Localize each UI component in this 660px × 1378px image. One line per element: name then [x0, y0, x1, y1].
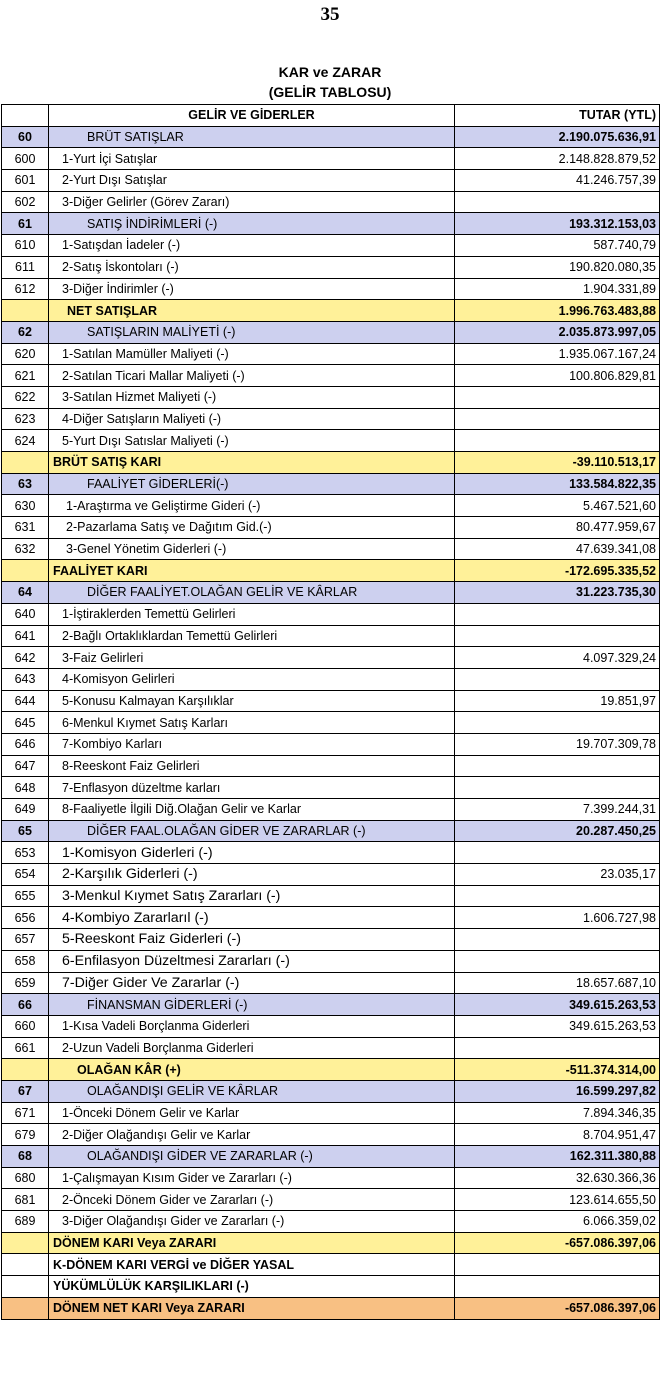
amount-cell: 100.806.829,81 — [455, 365, 660, 387]
table-row — [2, 408, 660, 430]
account-description-cell: 7-Kombiyo Karları — [49, 733, 455, 755]
table-row — [2, 321, 660, 343]
table-row — [2, 755, 660, 777]
amount-cell: 6.066.359,02 — [455, 1211, 660, 1233]
amount-cell: 80.477.959,67 — [455, 517, 660, 539]
account-description-cell: 1-Çalışmayan Kısım Gider ve Zararları (-) — [49, 1167, 455, 1189]
table-row — [2, 864, 660, 886]
account-code-cell: 654 — [2, 864, 49, 886]
table-row — [2, 343, 660, 365]
amount-cell: -657.086.397,06 — [455, 1232, 660, 1254]
account-code-cell: 60 — [2, 126, 49, 148]
amount-cell: 123.614.655,50 — [455, 1189, 660, 1211]
account-description-cell: BRÜT SATIŞLAR — [49, 126, 455, 148]
amount-cell: 1.935.067.167,24 — [455, 343, 660, 365]
amount-cell: 47.639.341,08 — [455, 538, 660, 560]
account-code-cell — [2, 560, 49, 582]
amount-cell — [455, 191, 660, 213]
table-row — [2, 842, 660, 864]
amount-cell: 190.820.080,35 — [455, 256, 660, 278]
header-code-cell — [2, 105, 49, 127]
account-description-cell: 3-Genel Yönetim Giderleri (-) — [49, 538, 455, 560]
table-row — [2, 929, 660, 951]
account-code-cell: 631 — [2, 517, 49, 539]
table-row — [2, 1254, 660, 1276]
account-description-cell: 4-Komisyon Gelirleri — [49, 668, 455, 690]
table-row — [2, 994, 660, 1016]
amount-cell: 23.035,17 — [455, 864, 660, 886]
table-row — [2, 191, 660, 213]
account-code-cell — [2, 1059, 49, 1081]
table-row — [2, 495, 660, 517]
amount-cell — [455, 430, 660, 452]
account-code-cell: 66 — [2, 994, 49, 1016]
table-row — [2, 950, 660, 972]
amount-cell: 193.312.153,03 — [455, 213, 660, 235]
account-description-cell: YÜKÜMLÜLÜK KARŞILIKLARI (-) — [49, 1276, 455, 1298]
account-code-cell: 660 — [2, 1015, 49, 1037]
table-row — [2, 1211, 660, 1233]
amount-cell: 19.851,97 — [455, 690, 660, 712]
account-description-cell: 7-Diğer Gider Ve Zararlar (-) — [49, 972, 455, 994]
account-description-cell: BRÜT SATIŞ KARI — [49, 452, 455, 474]
amount-cell: 1.606.727,98 — [455, 907, 660, 929]
account-code-cell: 611 — [2, 256, 49, 278]
table-row — [2, 1059, 660, 1081]
account-code-cell: 655 — [2, 885, 49, 907]
table-row — [2, 538, 660, 560]
table-row — [2, 560, 660, 582]
amount-cell — [455, 625, 660, 647]
amount-cell: -657.086.397,06 — [455, 1297, 660, 1319]
account-description-cell: OLAĞANDIŞI GİDER VE ZARARLAR (-) — [49, 1146, 455, 1168]
account-description-cell: 4-Kombiyo Zararlarıl (-) — [49, 907, 455, 929]
account-description-cell: 8-Faaliyetle İlgili Diğ.Olağan Gelir ve Karlar — [49, 799, 455, 821]
table-row — [2, 712, 660, 734]
account-description-cell: 5-Reeskont Faiz Giderleri (-) — [49, 929, 455, 951]
amount-cell — [455, 842, 660, 864]
account-description-cell: 1-Komisyon Giderleri (-) — [49, 842, 455, 864]
table-row — [2, 799, 660, 821]
income-statement-table — [1, 104, 660, 1320]
table-row — [2, 365, 660, 387]
account-description-cell: FİNANSMAN GİDERLERİ (-) — [49, 994, 455, 1016]
account-description-cell: DİĞER FAAL.OLAĞAN GİDER VE ZARARLAR (-) — [49, 820, 455, 842]
table-row — [2, 582, 660, 604]
account-description-cell: 1-İştiraklerden Temettü Gelirleri — [49, 603, 455, 625]
amount-cell: 20.287.450,25 — [455, 820, 660, 842]
account-description-cell: DÖNEM NET KARI Veya ZARARI — [49, 1297, 455, 1319]
account-code-cell: 630 — [2, 495, 49, 517]
table-row — [2, 1167, 660, 1189]
account-description-cell: 6-Enfilasyon Düzeltmesi Zararları (-) — [49, 950, 455, 972]
account-description-cell: 2-Satış İskontoları (-) — [49, 256, 455, 278]
table-row — [2, 625, 660, 647]
account-code-cell: 647 — [2, 755, 49, 777]
account-code-cell: 645 — [2, 712, 49, 734]
table-row — [2, 300, 660, 322]
table-row — [2, 1124, 660, 1146]
account-code-cell: 68 — [2, 1146, 49, 1168]
amount-cell — [455, 712, 660, 734]
table-row — [2, 907, 660, 929]
account-code-cell: 661 — [2, 1037, 49, 1059]
account-code-cell — [2, 1297, 49, 1319]
account-description-cell: 2-Uzun Vadeli Borçlanma Giderleri — [49, 1037, 455, 1059]
amount-cell: 16.599.297,82 — [455, 1080, 660, 1102]
table-row — [2, 170, 660, 192]
amount-cell — [455, 885, 660, 907]
table-row — [2, 733, 660, 755]
table-row — [2, 1080, 660, 1102]
table-row — [2, 777, 660, 799]
table-row — [2, 386, 660, 408]
header-amount-cell: TUTAR (YTL) — [455, 105, 660, 127]
account-code-cell: 620 — [2, 343, 49, 365]
account-code-cell: 689 — [2, 1211, 49, 1233]
amount-cell — [455, 950, 660, 972]
amount-cell — [455, 777, 660, 799]
table-row — [2, 452, 660, 474]
amount-cell — [455, 929, 660, 951]
account-description-cell: 3-Satılan Hizmet Maliyeti (-) — [49, 386, 455, 408]
account-code-cell: 622 — [2, 386, 49, 408]
account-code-cell: 62 — [2, 321, 49, 343]
account-code-cell: 612 — [2, 278, 49, 300]
amount-cell: 349.615.263,53 — [455, 1015, 660, 1037]
account-description-cell: 3-Faiz Gelirleri — [49, 647, 455, 669]
account-code-cell: 640 — [2, 603, 49, 625]
amount-cell: 2.148.828.879,52 — [455, 148, 660, 170]
header-desc-cell: GELİR VE GİDERLER — [49, 105, 455, 127]
amount-cell: 587.740,79 — [455, 235, 660, 257]
account-description-cell: 2-Yurt Dışı Satışlar — [49, 170, 455, 192]
account-description-cell: 3-Diğer Olağandışı Gider ve Zararları (-) — [49, 1211, 455, 1233]
account-code-cell: 64 — [2, 582, 49, 604]
amount-cell: -172.695.335,52 — [455, 560, 660, 582]
title-line-1: KAR ve ZARAR — [278, 64, 382, 80]
account-code-cell: 65 — [2, 820, 49, 842]
account-code-cell: 600 — [2, 148, 49, 170]
table-row — [2, 473, 660, 495]
amount-cell — [455, 408, 660, 430]
amount-cell: 1.996.763.483,88 — [455, 300, 660, 322]
table-row — [2, 517, 660, 539]
amount-cell — [455, 1276, 660, 1298]
account-description-cell: 6-Menkul Kıymet Satış Karları — [49, 712, 455, 734]
account-description-cell: 2-Satılan Ticari Mallar Maliyeti (-) — [49, 365, 455, 387]
amount-cell — [455, 603, 660, 625]
account-code-cell: 656 — [2, 907, 49, 929]
account-description-cell: NET SATIŞLAR — [49, 300, 455, 322]
account-code-cell: 658 — [2, 950, 49, 972]
account-description-cell: 5-Yurt Dışı Satıslar Maliyeti (-) — [49, 430, 455, 452]
account-code-cell: 653 — [2, 842, 49, 864]
page-number: 35 — [320, 4, 340, 25]
account-code-cell: 632 — [2, 538, 49, 560]
account-description-cell: DÖNEM KARI Veya ZARARI — [49, 1232, 455, 1254]
account-code-cell: 610 — [2, 235, 49, 257]
account-code-cell: 644 — [2, 690, 49, 712]
table-row — [2, 1037, 660, 1059]
account-description-cell: 2-Bağlı Ortaklıklardan Temettü Gelirleri — [49, 625, 455, 647]
account-code-cell: 679 — [2, 1124, 49, 1146]
amount-cell: -511.374.314,00 — [455, 1059, 660, 1081]
account-description-cell: 1-Satışdan İadeler (-) — [49, 235, 455, 257]
account-description-cell: K-DÖNEM KARI VERGİ ve DİĞER YASAL — [49, 1254, 455, 1276]
amount-cell: 31.223.735,30 — [455, 582, 660, 604]
amount-cell — [455, 386, 660, 408]
amount-cell: 2.190.075.636,91 — [455, 126, 660, 148]
document-title — [0, 62, 660, 102]
account-code-cell — [2, 1232, 49, 1254]
table-row — [2, 1102, 660, 1124]
table-header-row — [2, 105, 660, 127]
amount-cell: 5.467.521,60 — [455, 495, 660, 517]
table-row — [2, 668, 660, 690]
table-row — [2, 235, 660, 257]
account-description-cell: 5-Konusu Kalmayan Karşılıklar — [49, 690, 455, 712]
account-code-cell: 659 — [2, 972, 49, 994]
amount-cell: 4.097.329,24 — [455, 647, 660, 669]
account-code-cell: 601 — [2, 170, 49, 192]
amount-cell: 133.584.822,35 — [455, 473, 660, 495]
table-row — [2, 1015, 660, 1037]
amount-cell: 8.704.951,47 — [455, 1124, 660, 1146]
amount-cell: 41.246.757,39 — [455, 170, 660, 192]
account-description-cell: 4-Diğer Satışların Maliyeti (-) — [49, 408, 455, 430]
account-description-cell: FAALİYET GİDERLERİ(-) — [49, 473, 455, 495]
account-description-cell: 1-Önceki Dönem Gelir ve Karlar — [49, 1102, 455, 1124]
table-row — [2, 603, 660, 625]
amount-cell: 19.707.309,78 — [455, 733, 660, 755]
table-row — [2, 1297, 660, 1319]
amount-cell: -39.110.513,17 — [455, 452, 660, 474]
table-row — [2, 972, 660, 994]
table-row — [2, 256, 660, 278]
account-description-cell: 3-Diğer Gelirler (Görev Zararı) — [49, 191, 455, 213]
table-row — [2, 1189, 660, 1211]
account-description-cell: 3-Diğer İndirimler (-) — [49, 278, 455, 300]
account-description-cell: OLAĞANDIŞI GELİR VE KÂRLAR — [49, 1080, 455, 1102]
account-code-cell: 621 — [2, 365, 49, 387]
table-row — [2, 1232, 660, 1254]
amount-cell: 1.904.331,89 — [455, 278, 660, 300]
amount-cell: 7.894.346,35 — [455, 1102, 660, 1124]
account-code-cell: 648 — [2, 777, 49, 799]
account-code-cell: 67 — [2, 1080, 49, 1102]
amount-cell — [455, 1037, 660, 1059]
table-row — [2, 278, 660, 300]
account-code-cell: 641 — [2, 625, 49, 647]
account-code-cell: 602 — [2, 191, 49, 213]
account-code-cell: 623 — [2, 408, 49, 430]
amount-cell — [455, 1254, 660, 1276]
account-code-cell — [2, 452, 49, 474]
amount-cell: 349.615.263,53 — [455, 994, 660, 1016]
title-line-2: (GELİR TABLOSU) — [268, 84, 392, 100]
account-code-cell: 63 — [2, 473, 49, 495]
table-row — [2, 647, 660, 669]
account-description-cell: 2-Karşılık Giderleri (-) — [49, 864, 455, 886]
account-description-cell: 2-Pazarlama Satış ve Dağıtım Gid.(-) — [49, 517, 455, 539]
account-code-cell — [2, 1276, 49, 1298]
account-description-cell: FAALİYET KARI — [49, 560, 455, 582]
table-row — [2, 1146, 660, 1168]
account-description-cell: SATIŞ İNDİRİMLERİ (-) — [49, 213, 455, 235]
account-code-cell — [2, 1254, 49, 1276]
table-row — [2, 885, 660, 907]
account-description-cell: 1-Yurt İçi Satışlar — [49, 148, 455, 170]
account-description-cell: 1-Kısa Vadeli Borçlanma Giderleri — [49, 1015, 455, 1037]
account-description-cell: 1-Araştırma ve Geliştirme Gideri (-) — [49, 495, 455, 517]
table-row — [2, 820, 660, 842]
table-row — [2, 148, 660, 170]
account-code-cell: 643 — [2, 668, 49, 690]
account-description-cell: 3-Menkul Kıymet Satış Zararları (-) — [49, 885, 455, 907]
account-description-cell: 1-Satılan Mamüller Maliyeti (-) — [49, 343, 455, 365]
amount-cell: 162.311.380,88 — [455, 1146, 660, 1168]
account-code-cell: 646 — [2, 733, 49, 755]
account-code-cell: 642 — [2, 647, 49, 669]
account-code-cell: 680 — [2, 1167, 49, 1189]
table-row — [2, 1276, 660, 1298]
table-row — [2, 690, 660, 712]
account-description-cell: 2-Önceki Dönem Gider ve Zararları (-) — [49, 1189, 455, 1211]
table-row — [2, 126, 660, 148]
table-row — [2, 430, 660, 452]
account-code-cell: 61 — [2, 213, 49, 235]
account-description-cell: 7-Enflasyon düzeltme karları — [49, 777, 455, 799]
account-description-cell: DİĞER FAALİYET.OLAĞAN GELİR VE KÂRLAR — [49, 582, 455, 604]
account-code-cell: 681 — [2, 1189, 49, 1211]
account-description-cell: SATIŞLARIN MALİYETİ (-) — [49, 321, 455, 343]
amount-cell — [455, 668, 660, 690]
account-code-cell: 657 — [2, 929, 49, 951]
amount-cell: 32.630.366,36 — [455, 1167, 660, 1189]
account-description-cell: 8-Reeskont Faiz Gelirleri — [49, 755, 455, 777]
amount-cell: 2.035.873.997,05 — [455, 321, 660, 343]
account-description-cell: 2-Diğer Olağandışı Gelir ve Karlar — [49, 1124, 455, 1146]
account-code-cell: 671 — [2, 1102, 49, 1124]
account-code-cell: 649 — [2, 799, 49, 821]
account-description-cell: OLAĞAN KÂR (+) — [49, 1059, 455, 1081]
amount-cell: 7.399.244,31 — [455, 799, 660, 821]
account-code-cell — [2, 300, 49, 322]
account-code-cell: 624 — [2, 430, 49, 452]
amount-cell — [455, 755, 660, 777]
table-row — [2, 213, 660, 235]
amount-cell: 18.657.687,10 — [455, 972, 660, 994]
